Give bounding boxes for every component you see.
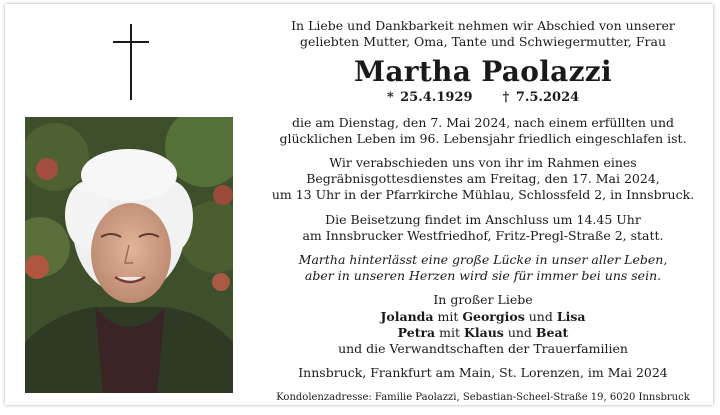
intro-line-2: geliebten Mutter, Oma, Tante und Schwiegermutter, Frau [299, 34, 667, 50]
passing-line-1: die am Dienstag, den 7. Mai 2024, nach einem erfüllten und [291, 114, 675, 130]
death-date: † 7.5.2024 [502, 90, 580, 106]
mourners-intro: In großer Liebe [433, 292, 533, 308]
mourner-connector: und [528, 308, 553, 324]
burial-line-2: am Innsbrucker Westfriedhof, Fritz-Pregl-Straße 2, statt. [302, 227, 664, 243]
quote-line-2: aber in unseren Herzen wird sie für immer bei uns sein. [304, 268, 662, 284]
mourner-name: Lisa [556, 308, 586, 324]
mourners-line-1 [267, 309, 699, 325]
burial-line-1: Die Beisetzung findet im Anschluss um 14.45 Uhr [325, 211, 641, 227]
life-dates [267, 90, 699, 106]
service-line-1: Wir verabschieden uns von ihr im Rahmen eines [329, 155, 637, 171]
mourner-connector: mit [437, 308, 459, 324]
portrait-photo [25, 117, 233, 393]
mourner-name: Georgios [462, 308, 525, 324]
service-line-2: Begräbnisgottesdienstes am Freitag, den 17. Mai 2024, [306, 171, 660, 187]
service-line-3: um 13 Uhr in der Pfarrkirche Mühlau, Schlossfeld 2, in Innsbruck. [271, 187, 695, 203]
passing-line-2: glücklichen Leben im 96. Lebensjahr friedlich eingeschlafen ist. [279, 130, 687, 146]
intro-line-1: In Liebe und Dankbarkeit nehmen wir Abschied von unserer [291, 18, 675, 33]
mourner-name: Petra [397, 324, 436, 340]
notice-text [267, 18, 699, 405]
mourners-line-2 [267, 325, 699, 341]
deceased-name: Martha Paolazzi [354, 55, 612, 89]
places-line: Innsbruck, Frankfurt am Main, St. Lorenzen, im Mai 2024 [298, 365, 668, 381]
birth-date: * 25.4.1929 [386, 90, 473, 106]
mourner-connector: mit [439, 324, 461, 340]
mourner-connector: und [507, 324, 532, 340]
mourners-line-3: und die Verwandtschaften der Trauerfamilien [338, 341, 628, 357]
mourner-name: Klaus [464, 324, 504, 340]
mourner-name: Jolanda [380, 308, 434, 324]
quote-line-1: Martha hinterlässt eine große Lücke in unser aller Leben, [298, 252, 668, 268]
contact-address: Kondolenzadresse: Familie Paolazzi, Sebastian-Scheel-Straße 19, 6020 Innsbruck [276, 392, 690, 404]
obituary-notice [5, 4, 713, 405]
cross-icon [111, 24, 151, 100]
mourner-name: Beat [535, 324, 569, 340]
